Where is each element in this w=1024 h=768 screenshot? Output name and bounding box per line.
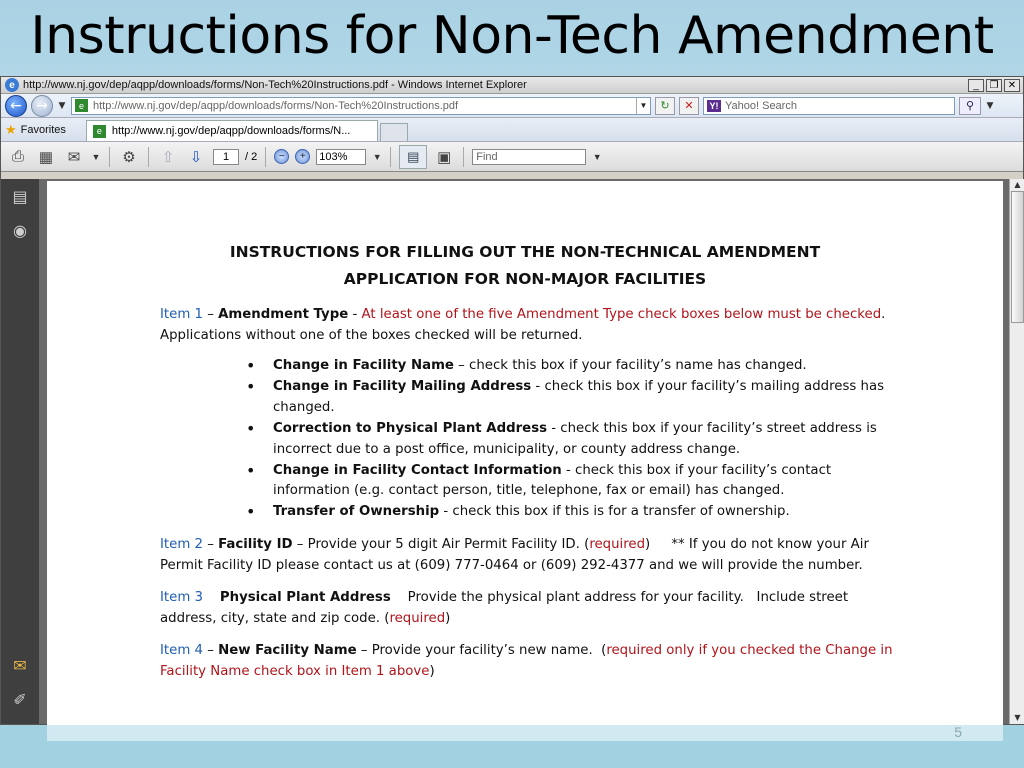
comments-icon[interactable]: ✉ xyxy=(13,655,27,675)
history-dropdown-icon[interactable]: ▼ xyxy=(58,100,66,111)
search-input[interactable] xyxy=(703,97,955,115)
slide-bottom-band xyxy=(0,725,1024,768)
restore-button[interactable]: ❐ xyxy=(986,79,1002,92)
bullet-title: Transfer of Ownership xyxy=(273,504,440,520)
forward-arrow-icon[interactable]: → xyxy=(31,95,53,117)
bullet-title: Change in Facility Contact Information xyxy=(273,462,562,478)
page-total: / 2 xyxy=(245,150,258,163)
bullet-text: – check this box if your facility’s name has changed. xyxy=(453,358,807,374)
window-controls xyxy=(968,79,1020,92)
fit-width-icon[interactable]: ▤ xyxy=(399,145,427,169)
slide-title: Instructions for Non-Tech Amendment xyxy=(30,6,994,66)
binoculars-icon[interactable]: ◉ xyxy=(13,220,27,240)
sidebar-bottom-tools xyxy=(1,648,39,716)
favorites-button[interactable] xyxy=(5,119,66,141)
item1-required-text: At least one of the five Amendment Type check boxes below must be checked xyxy=(361,307,882,322)
ie-icon: e xyxy=(5,78,19,92)
bullet-text: - check this box if your facility’s street address is incorrect due to a post office, municipality, or county address change. xyxy=(273,420,877,457)
item2-text2: ) ** If you do not know your Air Permit Facility ID please contact us at (609) 777-0464 or (609) 292-4377 and we will provide the number. xyxy=(160,536,874,573)
browser-window xyxy=(0,76,1024,725)
email-dropdown-icon[interactable]: ▼ xyxy=(91,151,101,162)
address-bar xyxy=(1,94,1023,118)
stop-icon[interactable]: ✕ xyxy=(679,97,699,115)
item2-required: required xyxy=(589,536,646,552)
full-screen-icon[interactable]: ▣ xyxy=(437,148,452,166)
list-item xyxy=(273,377,900,418)
item1-dash: – xyxy=(202,307,219,322)
item2-label: Item 2 xyxy=(160,536,203,552)
item2-dash: – xyxy=(202,536,219,552)
toolbar-separator xyxy=(463,147,464,167)
doc-heading-line2: APPLICATION FOR NON-MAJOR FACILITIES xyxy=(343,270,707,288)
list-item xyxy=(273,502,900,523)
item1-label: Item 1 xyxy=(160,307,203,322)
doc-heading-line1: INSTRUCTIONS FOR FILLING OUT THE NON-TECHNICAL AMENDMENT xyxy=(229,243,821,261)
zoom-dropdown-icon[interactable]: ▼ xyxy=(372,151,382,162)
pdf-sidebar xyxy=(1,179,39,724)
item3-label: Item 3 xyxy=(160,590,203,606)
vertical-scrollbar[interactable] xyxy=(1009,179,1024,724)
page-number-input[interactable]: 1 xyxy=(213,149,239,165)
toolbar-separator xyxy=(390,147,391,167)
zoom-input[interactable]: 103% xyxy=(316,149,366,165)
new-tab-button[interactable] xyxy=(380,123,408,141)
refresh-icon[interactable]: ↻ xyxy=(655,97,675,115)
search-placeholder: Yahoo! Search xyxy=(725,99,797,112)
favorites-bar xyxy=(1,118,1023,142)
yahoo-icon: Y! xyxy=(707,100,721,112)
find-input[interactable]: Find xyxy=(472,149,586,165)
bullet-text: - check this box if your facility’s mailing address has changed. xyxy=(273,379,885,415)
prev-page-icon[interactable]: ⇧ xyxy=(161,148,175,166)
item4-required: required only if you checked the Change in Facility Name check box in Item 1 above xyxy=(160,643,897,679)
url-text[interactable]: http://www.nj.gov/dep/aqpp/downloads/forms/Non-Tech%20Instructions.pdf xyxy=(93,99,459,112)
item4-label: Item 4 xyxy=(160,643,203,659)
toolbar-separator xyxy=(148,147,149,167)
tab-label: http://www.nj.gov/dep/aqpp/downloads/forms/N... xyxy=(111,125,351,137)
zoom-in-icon[interactable]: + xyxy=(295,149,310,164)
scroll-down-icon[interactable]: ▼ xyxy=(1014,713,1021,722)
close-button[interactable]: ✕ xyxy=(1004,79,1020,92)
bullet-text: - check this box if this is for a transfer of ownership. xyxy=(439,504,790,520)
search-options-icon[interactable]: ▼ xyxy=(986,100,994,111)
scroll-up-icon[interactable]: ▲ xyxy=(1014,180,1021,189)
toolbar-separator xyxy=(265,147,266,167)
bullet-title: Change in Facility Mailing Address xyxy=(273,379,532,395)
list-item xyxy=(273,461,900,502)
toolbar-separator xyxy=(109,147,110,167)
amendment-type-list xyxy=(160,356,900,523)
search-icon[interactable]: ⚲ xyxy=(959,97,981,115)
print-icon[interactable]: ⎙ xyxy=(11,148,24,165)
save-icon[interactable]: ▦ xyxy=(38,148,54,166)
item4-paragraph xyxy=(160,641,900,682)
item1-title: Amendment Type xyxy=(218,307,349,322)
minimize-button[interactable]: _ xyxy=(968,79,984,92)
list-item xyxy=(273,356,900,377)
document-content xyxy=(160,239,903,683)
item3-text1: Provide the physical plant address for your facility. Include street address, city, state and zip code. ( xyxy=(160,590,853,626)
tab-current[interactable] xyxy=(86,120,378,141)
bullet-title: Correction to Physical Plant Address xyxy=(273,420,548,436)
list-item xyxy=(273,419,900,460)
favorites-star-icon: ★ xyxy=(5,122,17,137)
item2-text1: – Provide your 5 digit Air Permit Facility ID. ( xyxy=(292,536,590,552)
bullet-title: Change in Facility Name xyxy=(273,358,454,374)
item3-title: Physical Plant Address xyxy=(219,590,391,606)
pdf-page xyxy=(47,181,1003,741)
pdf-toolbar xyxy=(1,142,1023,172)
next-page-icon[interactable]: ⇩ xyxy=(189,148,203,166)
item3-gap xyxy=(203,590,220,605)
window-title: http://www.nj.gov/dep/aqpp/downloads/forms/Non-Tech%20Instructions.pdf - Windows Internet Explorer xyxy=(23,79,527,91)
item2-paragraph xyxy=(160,535,900,576)
window-titlebar xyxy=(1,77,1023,94)
url-dropdown-icon[interactable]: ▼ xyxy=(636,98,650,114)
item1-tail: . Applications without one of the boxes checked will be returned. xyxy=(160,307,903,343)
item1-sep: - xyxy=(348,307,362,322)
url-field[interactable] xyxy=(71,97,651,115)
slide-number: 5 xyxy=(954,724,962,740)
share-icon[interactable]: ⚙ xyxy=(122,148,136,166)
item2-title: Facility ID xyxy=(218,536,293,552)
pages-icon[interactable]: ▤ xyxy=(12,186,28,206)
item1-paragraph xyxy=(160,305,903,346)
bullet-text: - check this box if your facility’s contact information (e.g. contact person, title, telephone, fax or email) has changed. xyxy=(273,462,832,499)
item4-title: New Facility Name xyxy=(218,643,357,659)
find-dropdown-icon[interactable]: ▼ xyxy=(592,151,602,162)
scroll-thumb[interactable] xyxy=(1011,191,1024,323)
zoom-out-icon[interactable]: − xyxy=(274,149,289,164)
back-arrow-icon[interactable]: ← xyxy=(5,95,27,117)
tab-page-icon: e xyxy=(93,125,106,138)
item4-text1: – Provide your facility’s new name. ( xyxy=(356,643,607,659)
page-icon: e xyxy=(75,99,88,112)
favorites-label: Favorites xyxy=(20,124,66,136)
item3-text2: ) xyxy=(445,610,451,626)
document-viewport xyxy=(39,179,1009,724)
email-icon[interactable]: ✉ xyxy=(67,148,81,166)
item3-required: required xyxy=(389,610,446,626)
item4-text2: ) xyxy=(429,663,435,679)
paperclip-icon[interactable]: ✐ xyxy=(13,689,27,709)
item3-paragraph xyxy=(160,588,900,629)
item4-dash: – xyxy=(202,643,219,659)
